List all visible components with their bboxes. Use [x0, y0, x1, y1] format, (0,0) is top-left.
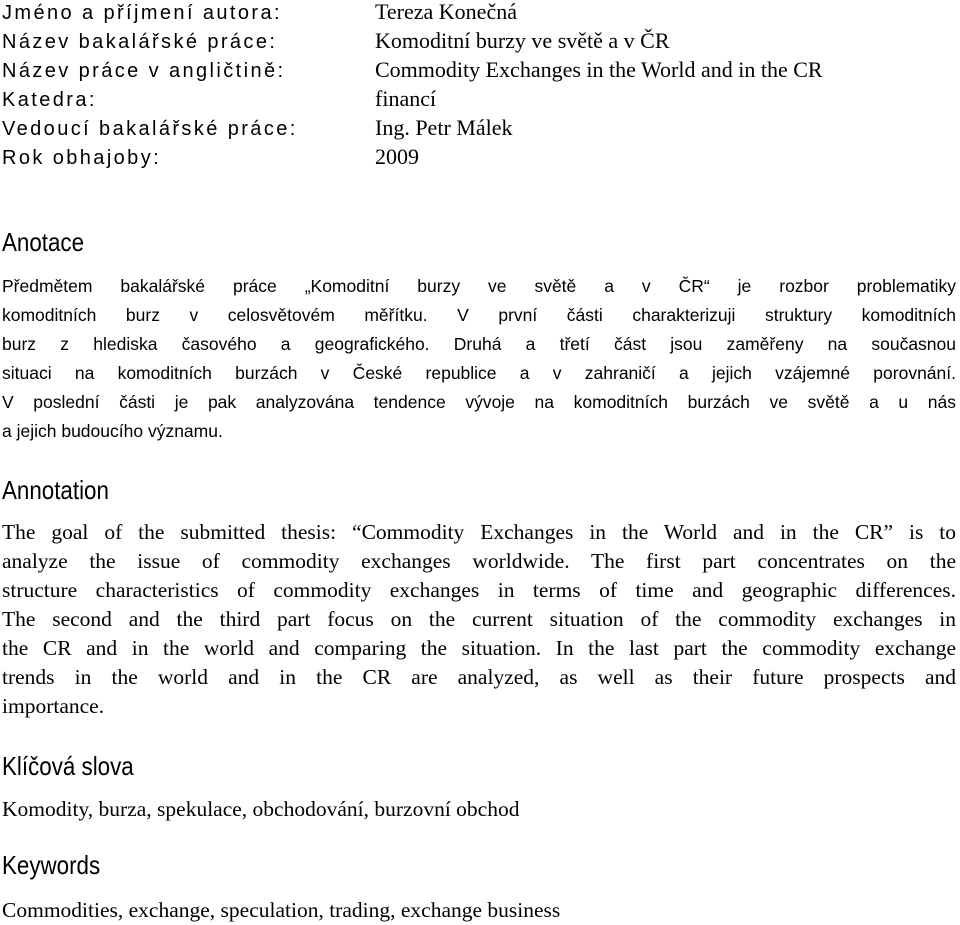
klicova-slova-heading: Klíčová slova: [2, 751, 134, 781]
annotation-line: the CR and in the world and comparing the situation. In the last part the commodity exchange: [2, 636, 956, 660]
anotace-line: a jejich budoucího významu.: [2, 421, 223, 441]
title-cz-label: Název bakalářské práce:: [2, 31, 278, 53]
annotation-line: structure characteristics of commodity exchanges in terms of time and geographic differences.: [2, 578, 956, 602]
title-en-value: Commodity Exchanges in the World and in the CR: [375, 57, 823, 82]
department-value: financí: [375, 86, 437, 111]
defense-year-label: Rok obhajoby:: [2, 147, 162, 169]
author-label: Jméno a příjmení autora:: [2, 2, 282, 24]
annotation-line: The second and the third part focus on the current situation of the commodity exchanges in: [2, 607, 956, 631]
department-label: Katedra:: [2, 89, 97, 111]
meta-row-department: [2, 84, 942, 113]
keywords-heading: Keywords: [2, 850, 101, 880]
thesis-metadata: [2, 0, 942, 171]
meta-row-title-cz: [2, 26, 942, 55]
meta-row-title-en: [2, 55, 942, 84]
annotation-heading: Annotation: [2, 475, 109, 505]
klicova-slova-text: Komodity, burza, spekulace, obchodování, burzovní obchod: [2, 797, 520, 821]
anotace-line: Předmětem bakalářské práce „Komoditní burzy ve světě a v ČR“ je rozbor problematiky: [2, 276, 956, 296]
meta-row-defense-year: [2, 142, 942, 171]
annotation-line: analyze the issue of commodity exchanges worldwide. The first part concentrates on the: [2, 549, 956, 573]
keywords-text: Commodities, exchange, speculation, trading, exchange business: [2, 898, 561, 922]
annotation-line: trends in the world and in the CR are analyzed, as well as their future prospects and: [2, 665, 956, 689]
title-cz-value: Komoditní burzy ve světě a v ČR: [375, 28, 670, 53]
meta-row-supervisor: [2, 113, 942, 142]
anotace-line: burz z hlediska časového a geografického. Druhá a třetí část jsou zaměřeny na současnou: [2, 334, 956, 354]
anotace-line: situaci na komoditních burzách v České republice a v zahraničí a jejich vzájemné porovnání.: [2, 363, 956, 383]
annotation-paragraph: [2, 518, 956, 721]
anotace-line: V poslední části je pak analyzována tendence vývoje na komoditních burzách ve světě a u nás: [2, 392, 956, 412]
anotace-paragraph: [2, 272, 956, 446]
anotace-heading: Anotace: [2, 227, 85, 257]
annotation-line: importance.: [2, 694, 105, 718]
supervisor-value: Ing. Petr Málek: [375, 115, 513, 140]
annotation-line: The goal of the submitted thesis: “Commodity Exchanges in the World and in the CR” is to: [2, 520, 956, 544]
defense-year-value: 2009: [375, 144, 419, 169]
title-en-label: Název práce v angličtině:: [2, 60, 286, 82]
supervisor-label: Vedoucí bakalářské práce:: [2, 118, 298, 140]
anotace-line: komoditních burz v celosvětovém měřítku. V první části charakterizuji struktury komoditních: [2, 305, 956, 325]
author-value: Tereza Konečná: [375, 0, 517, 24]
meta-row-author: [2, 0, 942, 26]
